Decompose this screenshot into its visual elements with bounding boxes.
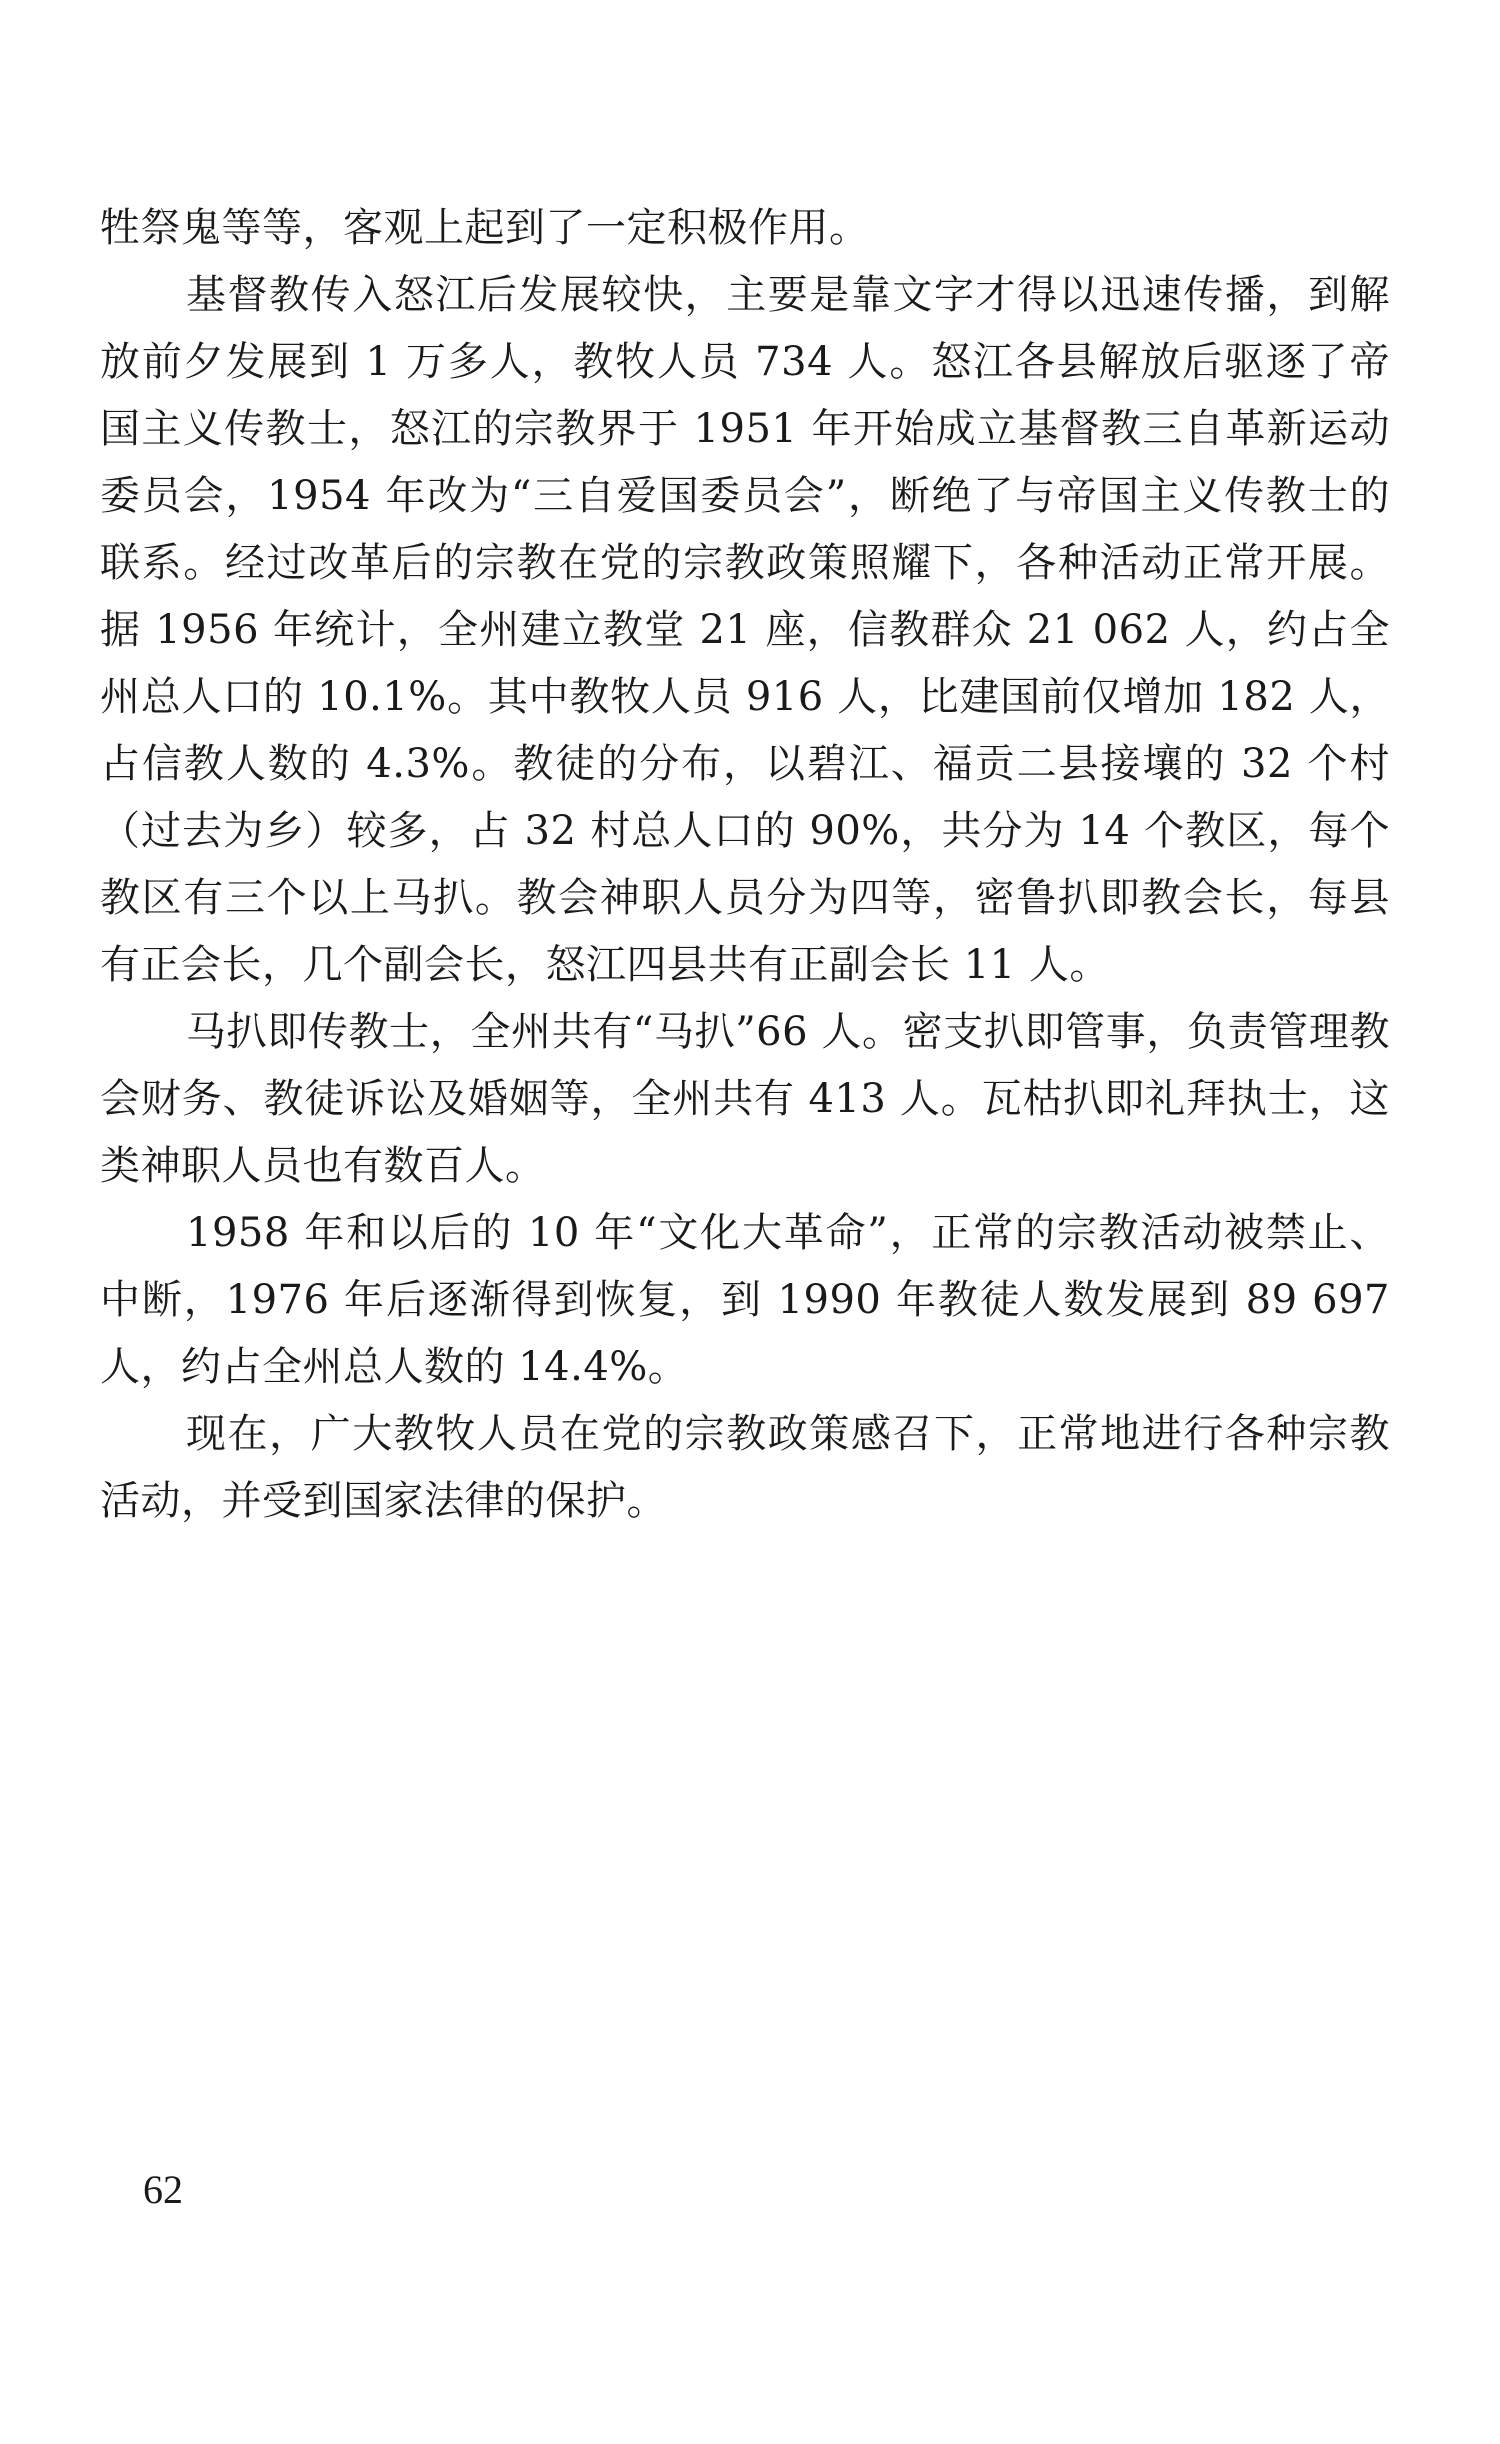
page-body [100,195,1390,1535]
paragraph-3: 马扒即传教士，全州共有“马扒”66 人。密支扒即管事，负责管理教会财务、教徒诉讼及婚姻等，全州共有 413 人。瓦枯扒即礼拜执士，这类神职人员也有数百人。 [100,1009,1390,1189]
paragraph-1: 牲祭鬼等等，客观上起到了一定积极作用。 [100,205,870,251]
paragraph-2: 基督教传入怒江后发展较快，主要是靠文字才得以迅速传播，到解放前夕发展到 1 万多人，教牧人员 734 人。怒江各县解放后驱逐了帝国主义传教士，怒江的宗教界于 1951 年开始成立基督教三自革新运动委员会，1954 年改为“三自爱国委员会”，断绝了与帝国主义传教士的联系。经过改革后的宗教在党的宗教政策照耀下，各种活动正常开展。据 1956 年统计，全州建立教堂 21 座，信教群众 21 062 人，约占全州总人口的 10.1%。其中教牧人员 916 人，比建国前仅增加 182 人，占信教人数的 4.3%。教徒的分布，以碧江、福贡二县接壤的 32 个村（过去为乡）较多，占 32 村总人口的 90%，共分为 14 个教区，每个教区有三个以上马扒。教会神职人员分为四等，密鲁扒即教会长，每县有正会长，几个副会长，怒江四县共有正副会长 11 人。 [100,272,1390,988]
page-number: 62 [143,2167,183,2212]
paragraph-4: 1958 年和以后的 10 年“文化大革命”，正常的宗教活动被禁止、中断，1976 年后逐渐得到恢复，到 1990 年教徒人数发展到 89 697 人，约占全州总人数的 14.4%。 [100,1210,1390,1390]
paragraph-5: 现在，广大教牧人员在党的宗教政策感召下，正常地进行各种宗教活动，并受到国家法律的保护。 [100,1411,1390,1524]
